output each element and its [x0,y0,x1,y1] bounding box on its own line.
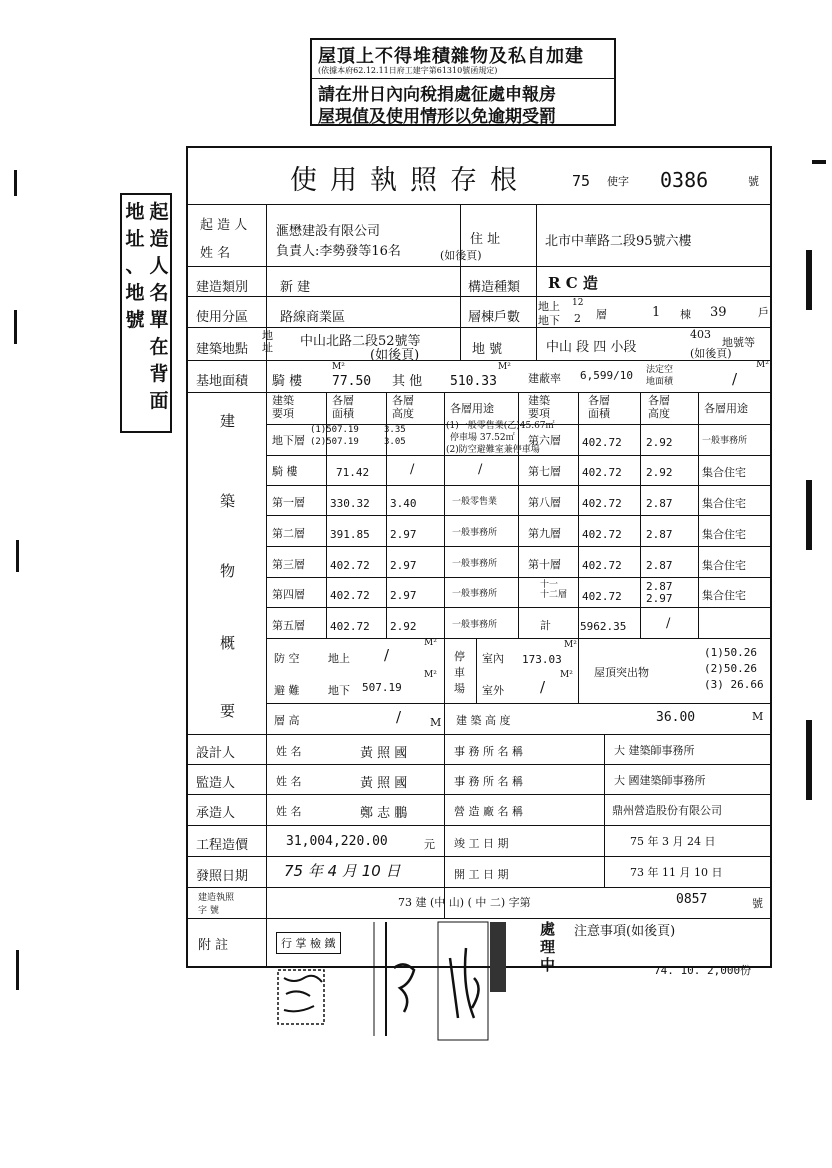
floors-unit: 層 [596,308,607,321]
notice-stamp [310,38,616,126]
floor-label: 第一層 [272,496,305,509]
floor-height: / [410,462,415,477]
structure-value: R C 造 [548,274,598,292]
area-label: 基地面積 [196,374,249,389]
parking-outdoor-label: 室外 [482,684,504,697]
floor-height: 2.97 [390,589,417,602]
parking-indoor: 173.03 [522,653,562,666]
building-height-unit: M [752,710,764,723]
floor-label: 第七層 [528,465,561,478]
floors-below-prefix: 地下 [538,314,560,327]
permit-year: 75 [572,172,591,190]
building-type-value: 新 建 [280,280,311,295]
total-label: 計 [540,619,551,632]
permit-suffix: 號 [748,175,759,188]
other-label: 其 他 [392,374,423,389]
scan-mark [14,170,17,196]
issue-date: 75 年 4 月 10 日 [284,862,401,880]
contractor-name-label: 姓 名 [276,805,302,818]
floor-label: 第十層 [528,558,561,571]
designer-role: 設計人 [196,746,236,761]
summary-label-1: 建 [220,412,236,430]
scan-mark [812,160,826,164]
header-height: 各層 高度 [392,394,414,420]
floor-label: 第六層 [528,434,561,447]
designer-office-label: 事 務 所 名 稱 [454,745,523,758]
floor-use: 集合住宅 [702,528,746,541]
roof-area-2: (2)50.26 [704,662,757,675]
scan-mark [806,250,812,310]
remarks-stamp: 行 掌 檢 鐵 [276,932,341,954]
floor-use: 集合住宅 [702,466,746,479]
floor-label: 第四層 [272,588,305,601]
lot-see-back: (如後頁) [690,347,732,360]
site-addr-label: 地址 [262,329,273,354]
notice-line-2: (依據本府62.12.11日府工建字第61310號函規定) [318,66,498,75]
scan-mark [16,950,19,990]
floor-label: 騎 樓 [272,465,298,478]
remarks-handwrite: 處理中 [540,920,556,974]
arcade-unit: M² [332,362,345,372]
parking-label-2: 車 [454,666,465,679]
shelter-below-unit: M² [424,670,437,680]
applicant-see-back: (如後頁) [440,249,482,262]
header-use: 各層用途 [450,402,494,415]
completion-date: 75 年 3 月 24 日 [630,835,716,848]
permit-number-value: 0857 [676,892,708,907]
floor-use: 一般事務所 [702,436,748,446]
applicant-address: 北市中華路二段95號六樓 [545,234,692,249]
shelter-below: 507.19 [362,681,402,694]
floor-area: 402.72 [582,528,622,541]
zone-value: 路線商業區 [280,310,346,325]
floor-height: 2.87 [646,580,673,593]
floor-use: 集合住宅 [702,589,746,602]
summary-label-3: 物 [220,562,236,580]
basement-area-2: (2)507.19 [310,437,359,447]
floor-area: 402.72 [582,559,622,572]
supervisor-name-label: 姓 名 [276,775,302,788]
site-see-back: (如後頁) [370,348,420,363]
permit-label-a: 建造執照 [198,893,235,903]
floor-area: 402.72 [582,466,622,479]
floor-area: 402.72 [582,497,622,510]
designer-name-label: 姓 名 [276,745,302,758]
scan-mark [806,480,812,550]
floor-use: 集合住宅 [702,497,746,510]
floor-height-label: 層 高 [274,714,300,727]
building-height-label: 建 築 高 度 [456,714,511,727]
legal-value: / [732,370,738,388]
summary-label-5: 要 [220,702,236,720]
notice-line-4: 屋現值及使用情形以免逾期受罰 [318,107,556,127]
permit-value: 73 建 (中 山) ( 中 二) 字第 [398,896,531,909]
basement-height-2: 3.05 [384,437,406,447]
supervisor-office-label: 事 務 所 名 稱 [454,775,523,788]
permit-label-b: 字 號 [198,906,219,916]
cost-label: 工程造價 [196,838,249,853]
scan-mark [806,720,812,800]
parking-outdoor-unit: M² [560,670,573,680]
print-count: 74. 10. 2,000份 [654,964,752,977]
contractor-role: 承造人 [196,806,236,821]
basement-use-1: (1)一般零售業(乙)45.67㎡ [446,421,555,431]
basement-use-2: 停車場 37.52㎡ [450,433,515,443]
designer-office: 大 建築師事務所 [614,744,695,757]
legal-label-1: 法定空 [646,365,674,375]
floors-above: 12 [572,298,584,308]
total-area: 5962.35 [580,620,627,633]
permit-prefix: 使字 [607,175,629,188]
cost-value: 31,004,220.00 [286,834,388,849]
notice-line-1: 屋頂上不得堆積雜物及私自加建 [318,46,584,67]
lot-suffix: 地號等 [722,336,755,349]
floor-height: 2.87 [646,528,673,541]
completion-label: 竣 工 日 期 [454,837,509,850]
supervisor-office: 大 國建築師事務所 [614,774,706,787]
units-count: 39 [710,305,727,320]
floor-label: 第三層 [272,558,305,571]
floor-height-value: / [396,708,402,726]
coverage-label: 建蔽率 [528,372,561,385]
floor-use: / [478,462,483,477]
header-item: 建築 要項 [272,394,294,420]
header-use-right: 各層用途 [704,402,748,415]
floor-area: 402.72 [330,589,370,602]
floor-height: 2.92 [646,466,673,479]
floor-label: 第八層 [528,496,561,509]
applicant-rep: 負責人:李勢發等16名 [276,244,401,259]
side-stamp-col-1: 起 造 人 名 單 在 背 面 [149,201,169,412]
shelter-below-label: 地下 [328,684,350,697]
issue-label: 發照日期 [196,869,249,884]
other-unit: M² [498,362,511,372]
parking-label-3: 場 [454,682,465,695]
arcade-label: 騎 樓 [272,374,303,389]
floors-label: 層棟戶數 [468,310,521,325]
floor-area: 71.42 [336,466,370,479]
building-height-value: 36.00 [656,710,696,725]
basement-area-1: (1)507.19 [310,425,359,435]
cost-unit: 元 [424,838,435,851]
scan-mark [14,310,17,344]
applicant-label-a: 起 造 人 [200,218,248,233]
header-area: 各層 面積 [332,394,354,420]
floor-use: 一般事務所 [452,620,498,630]
remarks-label: 附 註 [198,938,229,953]
site-label: 建築地點 [196,342,249,357]
lot-value: 中山 段 四 小段 [546,340,637,355]
zone-label: 使用分區 [196,310,249,325]
units-unit: 戶 [758,306,769,319]
basement-height-1: 3.35 [384,425,406,435]
floor-height: 2.97 [390,559,417,572]
header-height-right: 各層 高度 [648,394,670,420]
basement-use-3: (2)防空避難室兼停車場 [446,445,540,455]
floor-use: 一般事務所 [452,589,498,599]
coverage-value: 6,599/10 [580,369,633,382]
approval-seals [270,918,540,1042]
floor-use: 一般零售業 [452,497,498,507]
lot-number: 403 [690,328,711,341]
building-type-label: 建造類別 [196,280,249,295]
shelter-label-a: 防 空 [274,652,300,665]
parking-label-1: 停 [454,650,465,663]
total-height: / [666,616,671,631]
floor-height: 2.97 [390,528,417,541]
other-area: 510.33 [450,374,497,389]
contractor-office-label: 營 造 廠 名 稱 [454,805,523,818]
buildings-unit: 棟 [680,308,691,321]
floor-area: 402.72 [582,590,622,603]
buildings-count: 1 [652,305,661,320]
applicant-label-b: 姓 名 [200,246,231,261]
floor-height: 2.92 [390,620,417,633]
floor-area: 402.72 [582,436,622,449]
floor-area: 391.85 [330,528,370,541]
supervisor-name: 黃 照 國 [360,776,408,791]
floor-height: 2.87 [646,497,673,510]
roof-label: 屋頂突出物 [594,666,649,679]
floor-label: 第九層 [528,527,561,540]
floor-height: 2.92 [646,436,673,449]
applicant-company: 滙懋建設有限公司 [276,224,381,239]
floor-use: 一般事務所 [452,559,498,569]
floor-label: 第五層 [272,619,305,632]
header-area-right: 各層 面積 [588,394,610,420]
parking-indoor-label: 室內 [482,652,504,665]
structure-label: 構造種類 [468,280,521,295]
floors-above-prefix: 地上 [538,300,560,313]
floors-below: 2 [574,312,581,325]
scan-mark [16,540,19,572]
contractor-office: 鼎州營造股份有限公司 [612,804,722,817]
summary-label-4: 概 [220,634,236,652]
shelter-above-unit: M² [424,638,437,648]
arcade-area: 77.50 [332,374,372,389]
header-item-right: 建築 要項 [528,394,550,420]
floor-use: 集合住宅 [702,559,746,572]
permit-number: 0386 [660,168,709,192]
floor-height-unit: M [430,716,442,729]
address-label: 住 址 [470,232,501,247]
floor-area: 330.32 [330,497,370,510]
floor-label: 第二層 [272,527,305,540]
site-address: 中山北路二段52號等 [300,334,421,349]
form-title: 使用執照存根 [290,165,530,196]
start-date: 73 年 11 月 10 日 [630,866,723,879]
basement-label: 地下層 [272,434,305,447]
floor-area: 402.72 [330,559,370,572]
side-stamp [120,193,172,433]
floor-area: 402.72 [330,620,370,633]
roof-area-1: (1)50.26 [704,646,757,659]
floor-label: 十一 十二層 [540,580,568,600]
remarks-note: 注意事項(如後頁) [574,924,676,939]
roof-area-3: (3) 26.66 [704,678,764,691]
floor-height-2: 2.97 [646,592,673,605]
shelter-above: / [384,646,390,664]
contractor-name: 鄭 志 鵬 [360,806,408,821]
notice-line-3: 請在卅日內向稅捐處征處申報房 [318,85,556,105]
floor-height: 2.87 [646,559,673,572]
legal-unit: M² [756,360,769,370]
shelter-label-b: 避 難 [274,684,300,697]
shelter-above-label: 地上 [328,652,350,665]
lot-label: 地 號 [472,342,503,357]
parking-outdoor: / [540,678,546,696]
legal-label-2: 地面積 [646,377,674,387]
start-label: 開 工 日 期 [454,868,509,881]
parking-indoor-unit: M² [564,640,577,650]
permit-number-suffix: 號 [752,897,763,910]
designer-name: 黃 照 國 [360,746,408,761]
supervisor-role: 監造人 [196,776,236,791]
floor-height: 3.40 [390,497,417,510]
floor-use: 一般事務所 [452,528,498,538]
side-stamp-col-2: 地 址 、 地 號 [125,201,145,331]
summary-label-2: 築 [220,492,236,510]
